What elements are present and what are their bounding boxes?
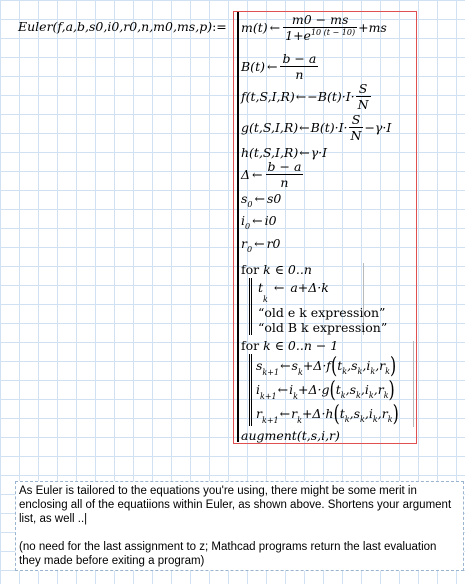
assign-arrow: ← — [252, 167, 263, 183]
f-denominator: N — [357, 97, 369, 113]
i-delta-g: +Δ·g — [297, 382, 330, 397]
program-line-m[interactable] — [241, 13, 387, 42]
assign-arrow: ← — [254, 236, 265, 251]
assign-arrow: ← — [252, 213, 263, 228]
r0-sub: 0 — [246, 245, 253, 254]
h-lhs: h(t,S,I,R) — [241, 145, 299, 160]
loop2-bracket-right — [413, 341, 414, 427]
i0-sub: 0 — [245, 222, 251, 231]
loop2-range: k ∈ 0..n − 1 — [263, 338, 339, 353]
i-update-lhs: i — [256, 382, 260, 397]
arg-s: s — [351, 358, 358, 373]
s-update-lhs: s — [256, 358, 263, 373]
m-numerator: m0 − ms — [291, 12, 349, 27]
arg-r-sub: k — [387, 415, 393, 424]
augment-expression: augment(t,s,i,r) — [241, 428, 340, 443]
for-loop-2-header[interactable] — [241, 338, 338, 353]
arg-r-sub: k — [385, 367, 391, 376]
function-name: Euler — [18, 19, 53, 34]
r-delta-h: +Δ·h — [301, 406, 334, 421]
assign-arrow: ← — [254, 191, 265, 206]
assign-operator: := — [212, 19, 227, 34]
function-definition[interactable] — [18, 19, 227, 34]
program-result-augment[interactable] — [241, 428, 340, 443]
arg-i: i — [368, 406, 373, 421]
assign-arrow: ← — [266, 59, 278, 75]
delta-fraction — [266, 160, 304, 189]
arg-t-sub: k — [342, 367, 348, 376]
for-keyword: for — [241, 262, 260, 277]
m-den-exp: 10 (t − 10) — [310, 28, 356, 38]
i-k-term: i — [289, 382, 294, 397]
g-fraction — [349, 113, 364, 142]
assign-arrow: ← — [299, 145, 310, 160]
arg-i: i — [364, 382, 369, 397]
assign-arrow: ← — [299, 120, 310, 136]
r-update-lhs: r — [256, 406, 262, 421]
t-lhs: t — [258, 280, 264, 295]
B-fraction — [280, 52, 318, 81]
program-line-B[interactable] — [241, 52, 319, 81]
loop2-i-update[interactable]: i $_{k+1}$ ← i $_k$ +Δ·g ( t $_k$ , s $_k$ , i $_k$ , r $_k$ ) — [256, 376, 395, 403]
loop2-s-update[interactable]: s $_{k+1}$ ← s $_k$ +Δ·f ( t $_k$ , s $_k$ , i $_k$ , r $_k$ ) — [256, 352, 397, 379]
arg-t-sub: k — [344, 415, 350, 424]
program-line-s0[interactable] — [241, 191, 282, 209]
program-line-delta[interactable] — [241, 160, 304, 189]
s0-sub: 0 — [247, 200, 253, 209]
assign-arrow: ← — [269, 20, 281, 36]
r-k-sub: k — [297, 416, 302, 425]
t-sub: k — [263, 294, 268, 304]
s-delta-f: +Δ·f — [302, 358, 331, 373]
loop1-range: k ∈ 0..n — [263, 262, 312, 277]
f-fraction — [356, 82, 371, 111]
h-rhs: γ·I — [310, 145, 328, 160]
m-tail: +ms — [358, 20, 387, 36]
arg-i-sub: k — [370, 367, 376, 376]
B-numerator: b − a — [282, 51, 317, 66]
m-lhs: m(t) — [241, 20, 268, 36]
s0-rhs: s0 — [267, 191, 282, 206]
note-text-region[interactable] — [15, 481, 464, 571]
loop1-string-1[interactable]: “old e k expression” — [258, 305, 386, 320]
assign-arrow: ← — [279, 406, 291, 421]
B-lhs: B(t) — [241, 59, 265, 75]
loop2-r-update[interactable]: r $_{k+1}$ ← r $_k$ +Δ·h ( t $_k$ , s $_k$ , i $_k$ , r $_k$ ) — [256, 400, 399, 427]
r-k-term: r — [291, 406, 298, 421]
i0-lhs: i — [241, 213, 245, 228]
g-lhs: g(t,S,I,R) — [241, 120, 299, 136]
g-rhs: B(t)·I· — [310, 120, 348, 136]
arg-i: i — [366, 358, 371, 373]
arg-r: r — [377, 382, 384, 397]
arg-s-sub: k — [356, 391, 361, 400]
f-numerator: S — [358, 81, 368, 96]
arg-t-sub: k — [340, 391, 346, 400]
loop1-t-assign[interactable] — [258, 280, 329, 304]
arg-r: r — [381, 406, 388, 421]
arg-t: t — [335, 382, 341, 397]
s0-lhs: s — [241, 191, 248, 206]
note-paragraph-2: (no need for the last assignment to z; Mathcad programs return the last evaluation they made before exiting a program) — [19, 541, 437, 567]
loop1-string-2[interactable]: “old B k expression” — [258, 320, 388, 335]
i-k-sub: k — [293, 392, 298, 401]
i-update-sub: k+1 — [260, 392, 277, 401]
loop1-body-bracket — [249, 278, 252, 335]
program-line-h[interactable] — [241, 145, 327, 160]
function-params: (f,a,b,s0,i0,r0,n,m0,ms,p) — [52, 19, 213, 34]
i0-rhs: i0 — [264, 213, 277, 228]
B-denominator: n — [295, 67, 304, 83]
m-den-base: 1+e — [285, 28, 311, 44]
m-fraction — [283, 13, 357, 42]
assign-arrow: ← — [277, 382, 289, 397]
note-spacer — [19, 526, 460, 540]
s-k-term: s — [291, 358, 298, 373]
for-keyword: for — [241, 338, 260, 353]
g-tail: −γ·I — [364, 120, 392, 136]
arg-s: s — [349, 382, 357, 397]
arg-s-sub: k — [360, 415, 365, 424]
arg-r: r — [379, 358, 386, 373]
r0-rhs: r0 — [266, 236, 281, 251]
arg-r-sub: k — [383, 391, 389, 400]
f-lhs: f(t,S,I,R) — [241, 89, 295, 105]
assign-arrow: ← — [295, 89, 307, 105]
loop2-body-bracket — [249, 354, 252, 426]
g-denominator: N — [350, 128, 362, 144]
s-k-sub: k — [297, 368, 303, 377]
assign-arrow: ← — [273, 280, 285, 295]
arg-s-sub: k — [357, 367, 363, 376]
arg-t: t — [337, 358, 343, 373]
delta-numerator: b − a — [267, 159, 302, 174]
g-numerator: S — [351, 112, 361, 127]
note-paragraph-1: As Euler is tailored to the equations you're using, there might be some merit in enclosing all of the equatiions within Euler, as shown above. Shortens your argument list, as well ..| — [19, 485, 452, 525]
t-rhs: a+Δ·k — [290, 280, 329, 295]
program-line-f[interactable] — [241, 82, 372, 111]
m-denominator — [283, 29, 357, 42]
s-update-sub: k+1 — [262, 368, 280, 377]
program-line-g[interactable] — [241, 113, 391, 142]
r0-lhs: r — [241, 236, 247, 251]
r-update-sub: k+1 — [261, 416, 279, 425]
program-line-i0[interactable] — [241, 213, 277, 231]
for-loop-1-header[interactable] — [241, 262, 312, 277]
arg-t: t — [339, 406, 345, 421]
program-line-r0[interactable] — [241, 236, 281, 254]
f-rhs: −B(t)·I· — [307, 89, 355, 105]
delta-denominator: n — [280, 175, 289, 191]
arg-s: s — [353, 406, 361, 421]
delta-lhs: Δ — [241, 167, 251, 183]
assign-arrow: ← — [280, 358, 291, 373]
arg-i-sub: k — [372, 415, 378, 424]
arg-i-sub: k — [368, 391, 374, 400]
